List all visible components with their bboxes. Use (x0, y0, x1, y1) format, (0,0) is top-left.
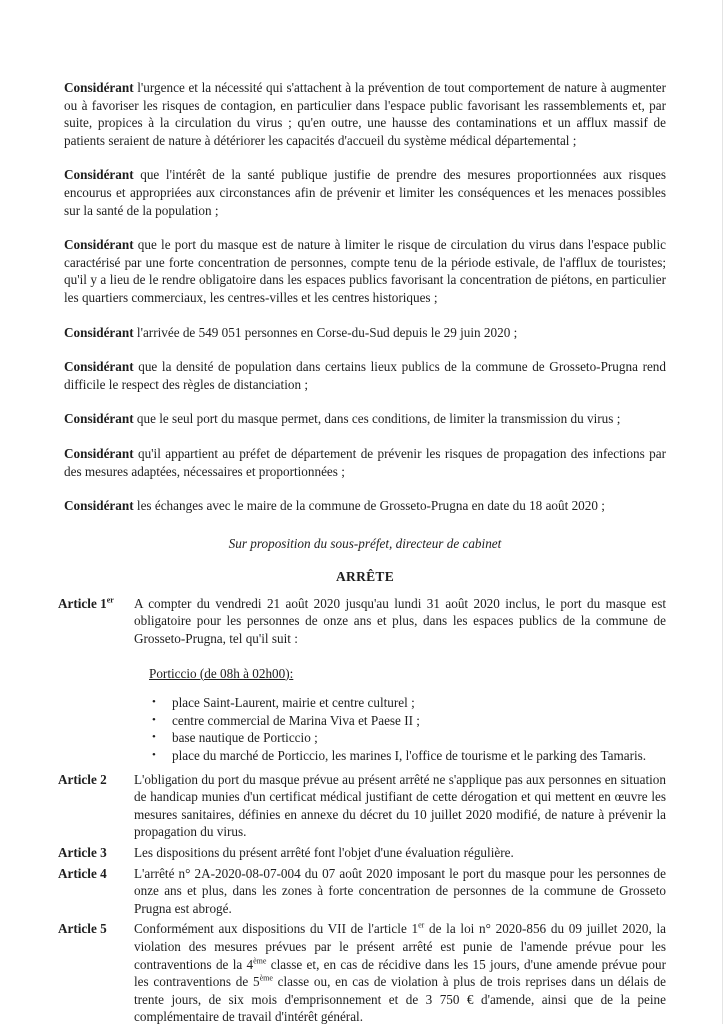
considerant-keyword: Considérant (64, 237, 134, 253)
article-body (134, 920, 666, 1026)
considerant-7 (64, 445, 666, 480)
considerant-text: l'arrivée de 549 051 personnes en Corse-du-Sud depuis le 29 juin 2020 ; (133, 324, 518, 340)
list-item-text: base nautique de Porticcio ; (172, 730, 318, 746)
list-item (152, 747, 666, 765)
article-body: L'obligation du port du masque prévue au présent arrêté ne s'applique pas aux personnes en situation de handicap munies d'un certificat médical justifiant de cette dérogation et qui mettent en œuvre les mesures sanitaires, définies en annexe du décret du 10 juillet 2020 modifié, de nature à prévenir la propagation du virus. (134, 771, 666, 840)
article-label-sup: er (106, 595, 114, 605)
considerant-text: l'urgence et la nécessité qui s'attachent à la prévention de tout comportement de nature à augmenter ou à favoriser les risques de contagion, en particulier dans l'espace public favorisant les rassemblements et, par suite, propices à la circulation du virus ; qu'en outre, une hausse des contaminations et un afflux massif de patients seraient de nature à détériorer les capacités d'accueil du système médical départemental ; (64, 80, 666, 148)
considerant-text: que l'intérêt de la santé publique justifie de prendre des mesures proportionnées aux risques encourus et appropriées aux circonstances afin de prévenir et limiter les conséquences et les menaces possibles sur la santé de la population ; (64, 167, 666, 218)
list-item (152, 712, 666, 730)
article-text: classe et, en cas de récidive dans les 15 jours, d'une amende prévue pour les contraventions de 5 (134, 956, 667, 990)
article-5 (58, 920, 666, 1026)
article-text: Conformément aux dispositions du VII de l'article 1 (134, 921, 419, 937)
considerant-keyword: Considérant (64, 167, 134, 183)
article-4 (58, 865, 666, 918)
considerant-5 (64, 358, 666, 393)
considerant-keyword: Considérant (64, 324, 134, 340)
considerant-text: qu'il appartient au préfet de département de prévenir les risques de propagation des infections par des mesures adaptées, nécessaires et proportionnées ; (64, 445, 666, 479)
article-label (58, 595, 134, 768)
considerant-keyword: Considérant (64, 359, 134, 375)
bullet-icon: • (152, 713, 156, 726)
page-edge-line (722, 0, 723, 1024)
article-body (134, 595, 666, 768)
zone-title-colon: : (289, 665, 294, 681)
list-item-text: place Saint-Laurent, mairie et centre culturel ; (172, 695, 415, 711)
considerant-6 (64, 410, 666, 428)
arrete-heading: ARRÊTE (335, 569, 395, 585)
considerant-text: les échanges avec le maire de la commune de Grosseto-Prugna en date du 18 août 2020 ; (133, 498, 605, 514)
article-label: Article 5 (58, 921, 107, 937)
list-item-text: place du marché de Porticcio, les marines I, l'office de tourisme et le parking des Tamaris. (172, 748, 647, 764)
article-label-text: Article 1 (58, 595, 107, 611)
proposition-line: Sur proposition du sous-préfet, directeur de cabinet (228, 535, 502, 551)
considerant-4 (64, 324, 666, 342)
considerant-3 (64, 236, 666, 306)
considerant-text: que la densité de population dans certains lieux publics de la commune de Grosseto-Prugna rend difficile le respect des règles de distanciation ; (64, 359, 666, 392)
considerant-keyword: Considérant (64, 445, 134, 461)
list-item-text: centre commercial de Marina Viva et Paese II ; (172, 712, 420, 728)
article-label: Article 3 (58, 845, 107, 860)
article-text: classe ou, en cas de violation à plus de trois reprises dans un délais de trente jours, de six mois d'emprisonnement et de 3 750 € d'amende, ainsi que de la peine complémentaire de travail d'intérêt général. (134, 974, 667, 1025)
article-sup: er (418, 920, 425, 930)
list-item (152, 729, 666, 747)
article-body: L'arrêté n° 2A-2020-08-07-004 du 07 août 2020 imposant le port du masque pour les personnes de onze ans et plus, dans les zones à forte concentration de personnes de la commune de Grosseto Prugna est abrogé. (134, 865, 666, 916)
article-label: Article 2 (58, 771, 107, 787)
considerant-keyword: Considérant (64, 498, 134, 514)
list-item (152, 694, 666, 712)
places-list (134, 694, 666, 764)
article-3 (58, 844, 666, 862)
article-sup: ème (259, 973, 273, 983)
considerant-keyword: Considérant (64, 411, 134, 427)
bullet-icon: • (152, 749, 156, 762)
zone-title-text: Porticcio (de 08h à 02h00) (149, 665, 290, 681)
considerant-text: que le seul port du masque permet, dans ces conditions, de limiter la transmission du virus ; (133, 411, 621, 427)
considerant-keyword: Considérant (64, 80, 134, 95)
considerant-text: que le port du masque est de nature à limiter le risque de circulation du virus dans l'espace public caractérisé par une forte concentration de personnes, compte tenu de la période estivale, de l'afflux de touristes; qu'il y a lieu de le rendre obligatoire dans les espaces publics favorisant la concentration de piétons, en particulier les quartiers commerciaux, les centres-villes et les centres historiques ; (64, 237, 666, 305)
bullet-icon: • (152, 696, 156, 709)
considerant-2 (64, 166, 666, 219)
zone-title (149, 665, 666, 683)
article-sup: ème (253, 956, 267, 966)
bullet-icon: • (152, 731, 156, 744)
considerant-8 (64, 497, 666, 515)
article-text: A compter du vendredi 21 août 2020 jusqu'au lundi 31 août 2020 inclus, le port du masque est obligatoire pour les personnes de onze ans et plus, dans les espaces publics de la commune de Grosseto-Prugna, tel qu'il suit : (134, 595, 666, 647)
article-body: Les dispositions du présent arrêté font l'objet d'une évaluation régulière. (134, 845, 514, 860)
article-1 (58, 595, 666, 768)
article-text: de la loi n° 2020-856 du 09 juillet 2020, la violation des mesures prévues par le présent arrêté est punie de l'amende prévue pour les contraventions de la 4 (134, 921, 666, 972)
article-2 (58, 771, 666, 841)
document-page (58, 79, 667, 1029)
article-label: Article 4 (58, 865, 107, 881)
considerant-1 (64, 79, 666, 149)
